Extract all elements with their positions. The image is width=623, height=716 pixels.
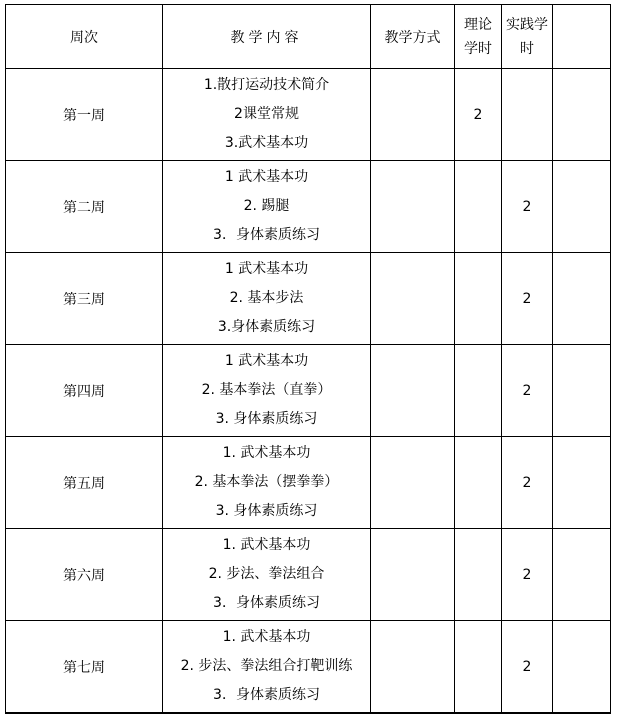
- practice-hours-value: 2: [522, 566, 532, 583]
- content-cell: [163, 529, 371, 621]
- practice-hours-value: 2: [522, 198, 532, 215]
- content-line: 1 武术基本功: [224, 261, 309, 277]
- extra-cell: [553, 161, 611, 253]
- content-cell: [163, 437, 371, 529]
- theory-hours-cell: [455, 713, 502, 714]
- practice-hours-value: 2: [522, 290, 532, 307]
- practice-hours-cell: [502, 437, 553, 529]
- content-line: 3．身体素质练习: [213, 595, 320, 611]
- content-line: 2. 基本拳法（摆拳拳）: [194, 474, 339, 490]
- method-cell: [371, 69, 455, 161]
- content-line: 2. 步法、拳法组合打靶训练: [180, 658, 353, 674]
- practice-hours-value: 2: [522, 382, 532, 399]
- content-line: 1. 武术基本功: [222, 445, 311, 461]
- table-row: [6, 529, 611, 621]
- practice-hours-cell: [502, 69, 553, 161]
- week-cell: [6, 161, 163, 253]
- content-cell: [163, 713, 371, 714]
- header-week: 周次: [6, 5, 163, 69]
- extra-cell: [553, 713, 611, 714]
- content-line: 2. 步法、拳法组合: [208, 566, 325, 582]
- extra-cell: [553, 529, 611, 621]
- teaching-schedule-table: [5, 4, 611, 714]
- practice-hours-value: 2: [522, 658, 532, 675]
- content-line: 1. 武术基本功: [222, 537, 311, 553]
- method-cell: [371, 437, 455, 529]
- extra-cell: [553, 345, 611, 437]
- practice-hours-cell: [502, 713, 553, 714]
- week-cell: [6, 253, 163, 345]
- week-cell: [6, 69, 163, 161]
- theory-hours-cell: [455, 161, 502, 253]
- method-cell: [371, 253, 455, 345]
- header-theory-hours-line: 学时: [464, 40, 492, 57]
- practice-hours-cell: [502, 529, 553, 621]
- week-label: 第六周: [63, 567, 105, 584]
- header-extra: [553, 5, 611, 69]
- content-line: 1 武术基本功: [224, 353, 309, 369]
- week-cell: [6, 621, 163, 713]
- content-line: 1. 武术基本功: [222, 629, 311, 645]
- method-cell: [371, 529, 455, 621]
- table-row: [6, 161, 611, 253]
- table-row: [6, 69, 611, 161]
- method-cell: [371, 161, 455, 253]
- header-practice-hours: [502, 5, 553, 69]
- theory-hours-cell: [455, 621, 502, 713]
- content-line: 3．身体素质练习: [213, 227, 320, 243]
- week-label: 第一周: [63, 107, 105, 124]
- practice-hours-cell: [502, 621, 553, 713]
- extra-cell: [553, 437, 611, 529]
- content-cell: [163, 345, 371, 437]
- week-label: 第七周: [63, 659, 105, 676]
- practice-hours-cell: [502, 161, 553, 253]
- header-content: 教学内容: [163, 5, 371, 69]
- content-cell: [163, 253, 371, 345]
- week-label: 第五周: [63, 475, 105, 492]
- content-line: 2. 踢腿: [243, 198, 290, 214]
- content-line: 3. 身体素质练习: [215, 411, 318, 427]
- header-theory-hours-line: 理论: [464, 16, 492, 33]
- practice-hours-cell: [502, 253, 553, 345]
- table-row-partial: [6, 713, 611, 714]
- content-line: 1 武术基本功: [224, 169, 309, 185]
- content-line: 3. 身体素质练习: [215, 503, 318, 519]
- extra-cell: [553, 621, 611, 713]
- theory-hours-cell: [455, 69, 502, 161]
- method-cell: [371, 345, 455, 437]
- week-label: 第四周: [63, 383, 105, 400]
- content-line: 1.散打运动技术简介: [203, 77, 330, 93]
- header-practice-hours-line: 实践学: [506, 16, 548, 33]
- theory-hours-cell: [455, 437, 502, 529]
- content-cell: [163, 69, 371, 161]
- table-row: [6, 253, 611, 345]
- week-cell: [6, 437, 163, 529]
- header-method: 教学方式: [371, 5, 455, 69]
- theory-hours-cell: [455, 253, 502, 345]
- practice-hours-cell: [502, 345, 553, 437]
- content-line: 3.武术基本功: [224, 135, 309, 151]
- content-cell: [163, 621, 371, 713]
- practice-hours-value: 2: [522, 474, 532, 491]
- content-line: 3．身体素质练习: [213, 687, 320, 703]
- theory-hours-cell: [455, 529, 502, 621]
- extra-cell: [553, 253, 611, 345]
- content-line: 2. 基本步法: [229, 290, 304, 306]
- header-row: [6, 5, 611, 69]
- content-cell: [163, 161, 371, 253]
- table-row: [6, 621, 611, 713]
- week-label: 第三周: [63, 291, 105, 308]
- week-cell: [6, 529, 163, 621]
- table-row: [6, 345, 611, 437]
- method-cell: [371, 713, 455, 714]
- content-line: 3.身体素质练习: [217, 319, 316, 335]
- week-cell: [6, 345, 163, 437]
- method-cell: [371, 621, 455, 713]
- extra-cell: [553, 69, 611, 161]
- week-cell: [6, 713, 163, 714]
- content-line: 2. 基本拳法（直拳）: [201, 382, 332, 398]
- theory-hours-cell: [455, 345, 502, 437]
- content-line: 2课堂常规: [234, 106, 299, 122]
- table-row: [6, 437, 611, 529]
- theory-hours-value: 2: [473, 106, 483, 123]
- header-practice-hours-line: 时: [520, 40, 534, 57]
- header-theory-hours: [455, 5, 502, 69]
- week-label: 第二周: [63, 199, 105, 216]
